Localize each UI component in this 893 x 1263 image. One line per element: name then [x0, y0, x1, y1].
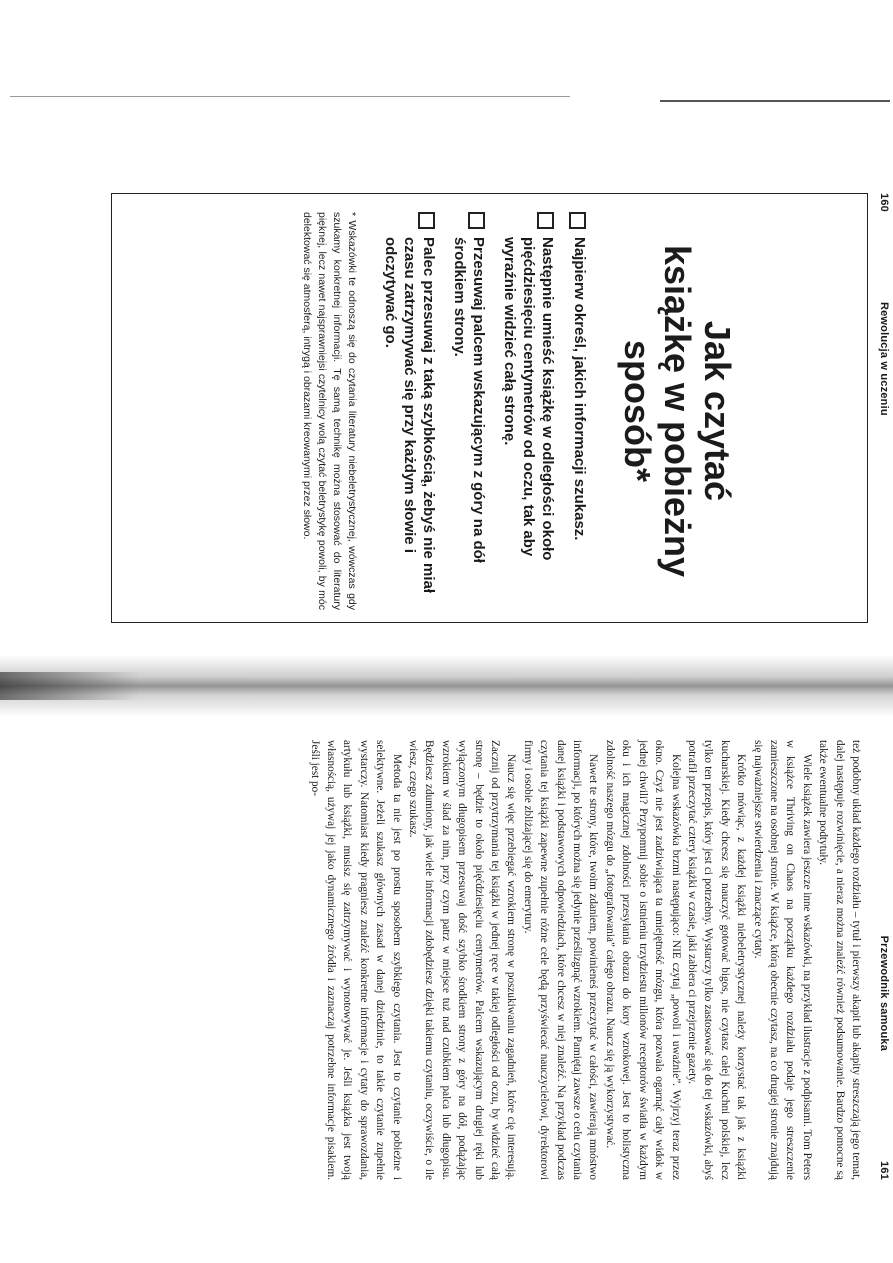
page-title	[617, 212, 737, 610]
checkbox-icon	[537, 212, 554, 229]
page-number: 160	[878, 193, 890, 212]
step-item	[500, 212, 557, 610]
checkbox-icon	[418, 212, 435, 229]
left-running-head	[878, 193, 890, 621]
step-text: Następnie umieść książkę w odległości około pięćdziesięciu centymetrów od oczu, tak aby wyraźnie widzieć całą stronę.	[501, 237, 556, 561]
footnote: * Wskazówki te odnoszą się do czytania literatury niebeletrystycznej, wówczas gdy szukamy konkretnej informacji. Tę samą technikę można stosować do literatury pięknej, lecz nawet najsprawniejsi czytelnicy wolą czytać beletrystykę powoli, by móc delektować się atmosferą, intrygą i obrazami kreowanymi przez słowo.	[301, 212, 358, 610]
checkbox-icon	[468, 212, 485, 229]
scan-line-top-right	[660, 100, 890, 102]
book-spine-edge	[0, 672, 140, 700]
title-line-1: Jak czytać	[697, 320, 738, 502]
step-text: Palec przesuwaj z taką szybkością, żebyś nie miał czasu zatrzymywać się przy każdym słowie i odczytywać go.	[382, 237, 437, 594]
checkbox-icon	[569, 212, 586, 229]
right-running-head	[878, 740, 890, 1180]
step-text: Najpierw określ, jakich informacji szukasz.	[571, 237, 588, 541]
step-item	[381, 212, 438, 610]
instruction-frame	[111, 193, 868, 623]
step-text: Przesuwaj palcem wskazującym z góry na dół środkiem strony.	[451, 237, 487, 563]
paragraph: Wiele książek zawiera jeszcze inne wskazówki, na przykład ilustracje z podpisami. Tom Peters w książce Thriving on Chaos na początku każdego rozdziału podaje jego streszczenie zamieszczone na osobnej stronie. W książce, którą obecnie czytasz, na co drugiej stronie znajdują się najważniejsze stwierdzenia i znaczące cytaty.	[751, 740, 813, 1180]
running-head-title: Przewodnik samouka	[878, 935, 890, 1052]
running-head-title: Rewolucja w uczeniu	[878, 301, 890, 416]
left-page	[110, 108, 890, 628]
body-text	[306, 740, 864, 1180]
title-line-3: sposób*	[617, 339, 658, 482]
step-item	[450, 212, 488, 610]
right-page	[80, 740, 890, 1180]
step-item	[569, 212, 589, 610]
paragraph: Kolejna wskazówka brzmi następująco: NIE czytaj „powoli i uważnie”. Wyjrzyj teraz przez okno. Czyż nie jest zadziwiająca ta umiejętność mózgu, która pozwala ogarnąć cały widok w jednej chwili? Przypomnij sobie o istnieniu trzydziestu milionów receptorów światła w każdym oku i ich magicznej zdolności przesyłania obrazu do kory wzrokowej. Jest to holistyczna zdolność naszego mózgu do „fotografowania” całego obrazu. Naucz się ją wykorzystywać.	[603, 740, 682, 1180]
scan-line-top	[10, 96, 570, 97]
paragraph: Metoda ta nie jest po prostu sposobem szybkiego czytania. Jest to czytanie pobieżne i selektywne. Jeżeli szukasz głównych zasad w danej dziedzinie, to takie czytanie zupełnie wystarczy. Natomiast kiedy pragniesz znaleźć konkretne informacje i cytaty do sprawozdania, artykułu lub książki, musisz się zatrzymywać i wynotowywać je. Jeśli książka jest twoją własnością, używaj jej jako dynamicznego źródła i zaznaczaj potrzebne informacje pisakiem. Jeśli jest po-	[308, 740, 403, 1180]
paragraph: Naucz się więc przebiegać wzrokiem stronę w poszukiwaniu zagadnień, które cię interesują. Zacznij od przytrzymania tej książki w jednej ręce w takiej odległości od oczu, by widzieć całą stronę – będzie to około pięćdziesięciu centymetrów. Palcem wskazującym drugiej ręki lub wyłączonym długopisem przesuwaj dość szybko środkiem strony z góry na dół, podążając wzrokiem w ślad za nim, przy czym patrz w miejsce tuż nad czubkiem palca lub długopisu. Będziesz zdumiony, jak wiele informacji zdobędziesz dzięki takiemu czytaniu, oczywiście, o ile wiesz, czego szukasz.	[407, 740, 518, 1180]
paragraph: też podobny układ każdego rozdziału – tytuł i pierwszy akapit lub akapity streszczają jego temat, dalej następuje rozwinięcie, a nieraz można znaleźć również podsumowanie. Bardzo pomocne są także ewentualne podtytuły.	[817, 740, 862, 1180]
page-number: 161	[878, 1161, 890, 1180]
paragraph: Nawet te strony, które, twoim zdaniem, powinieneś przeczytać w całości, zawierają mnóstwo informacji, po których można się jedynie prześlizgnąć wzrokiem. Pamiętaj zawsze o celu czytania danej książki i podstawowych odpowiedziach, które chcesz w niej znaleźć. Na przykład podczas czytania tej książki zapewne zupełnie różne cele będą przyświecać nauczycielowi, dyrektorowi firmy i osobie zbliżającej się do emerytury.	[521, 740, 600, 1180]
paragraph: Krótko mówiąc, z każdej książki niebeletrystycznej należy korzystać tak jak z książki kucharskiej. Kiedy chcesz się nauczyć gotować bigos, nie czytasz całej Kuchni polskiej, lecz tylko ten przepis, który jest ci potrzebny. Wystarczy tylko zastosować się do tej wskazówki, abyś potrafił przeczytać cztery książki w czasie, jaki zabiera ci przejrzenie gazety.	[685, 740, 748, 1180]
steps-list	[381, 212, 589, 610]
title-line-2: książkę w pobieżny	[657, 244, 698, 578]
